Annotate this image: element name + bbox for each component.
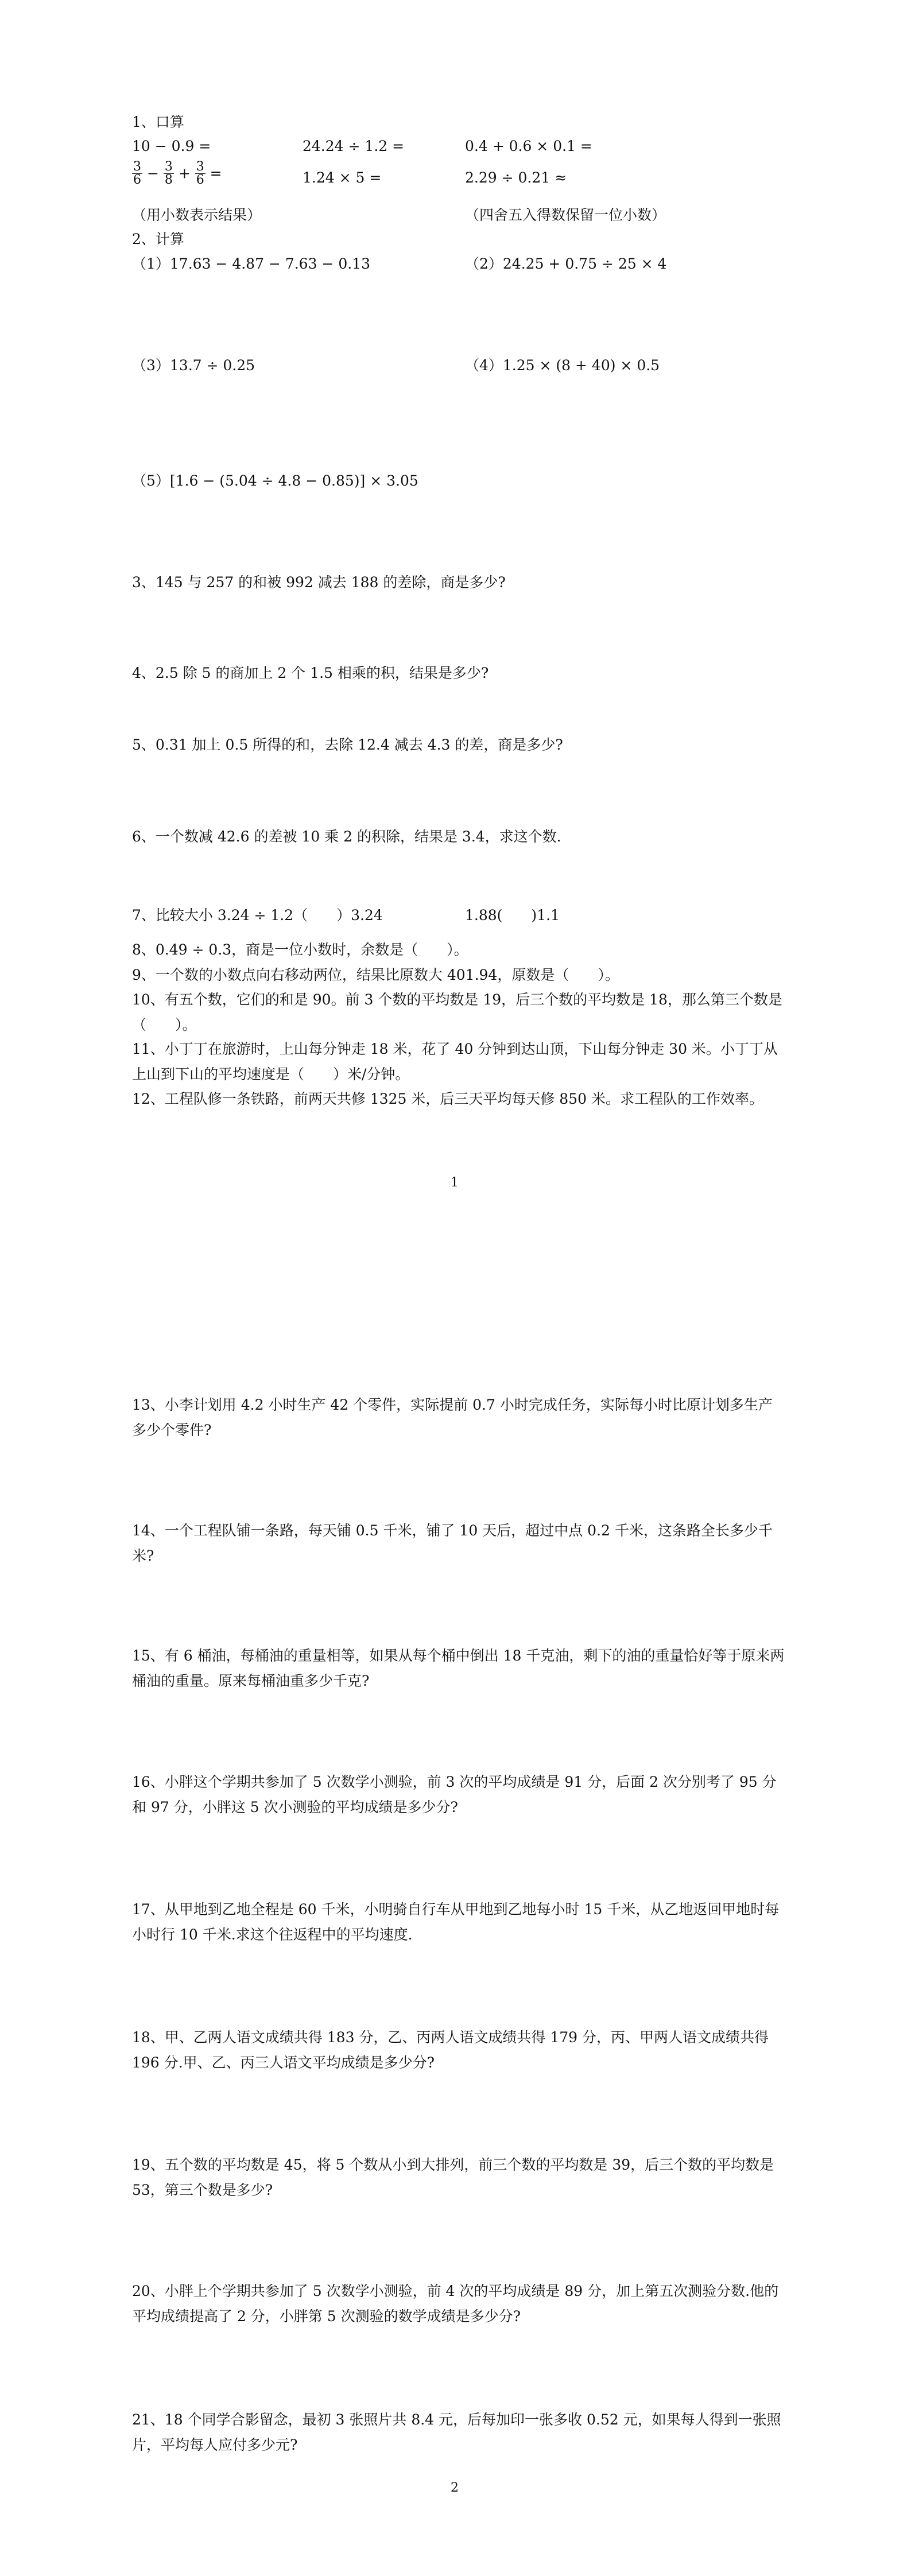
question-3: 3、145 与 257 的和被 992 减去 188 的差除，商是多少?	[132, 574, 506, 591]
question-15: 15、有 6 桶油，每桶油的重量相等，如果从每个桶中倒出 18 千克油，剩下的油的重量恰好等于原来两桶油的重量。原来每桶油重多少千克?	[132, 1647, 785, 1689]
question-11: 11、小丁丁在旅游时，上山每分钟走 18 米，花了 40 分钟到达山顶，下山每分钟走 30 米。小丁丁从上山到下山的平均速度是（ ）米/分钟。	[132, 1041, 778, 1083]
question-14: 14、一个工程队铺一条路，每天铺 0.5 千米，铺了 10 天后，超过中点 0.2 千米，这条路全长多少千米?	[132, 1522, 773, 1564]
q2-item-4: （4）1.25 × (8 + 40) × 0.5	[465, 357, 660, 374]
question-5: 5、0.31 加上 0.5 所得的和，去除 12.4 减去 4.3 的差，商是多少?	[132, 736, 563, 753]
question-18: 18、甲、乙两人语文成绩共得 183 分，乙、丙两人语文成绩共得 179 分，丙、甲两人语文成绩共得 196 分.甲、乙、丙三人语文平均成绩是多少分?	[132, 2029, 769, 2071]
question-16: 16、小胖这个学期共参加了 5 次数学小测验，前 3 次的平均成绩是 91 分，后面 2 次分别考了 95 分和 97 分，小胖这 5 次小测验的平均成绩是多少分?	[132, 1774, 777, 1815]
question-7-part-a: 7、比较大小 3.24 ÷ 1.2（ ）3.24	[132, 907, 383, 924]
question-13: 13、小李计划用 4.2 小时生产 42 个零件，实际提前 0.7 小时完成任务，实际每小时比原计划多生产多少个零件?	[132, 1396, 773, 1438]
page-number: 1	[451, 1176, 459, 1190]
fraction	[195, 161, 206, 187]
q1-item-1: 10 − 0.9 =	[132, 138, 211, 154]
question-12: 12、工程队修一条铁路，前两天共修 1325 米，后三天平均每天修 850 米。求工程队的工作效率。	[132, 1091, 763, 1107]
equals-sign: =	[210, 165, 222, 182]
question-9: 9、一个数的小数点向右移动两位，结果比原数大 401.94，原数是（ ）。	[132, 967, 619, 983]
fraction	[164, 161, 174, 187]
fraction-numerator: 3	[164, 160, 173, 174]
q2-title: 2、计算	[132, 231, 184, 247]
fraction-denominator: 6	[133, 173, 141, 187]
question-7-part-b: 1.88( )1.1	[465, 907, 560, 924]
page-number: 2	[451, 2481, 459, 2495]
fraction-numerator: 3	[133, 160, 141, 174]
question-10: 10、有五个数，它们的和是 90。前 3 个数的平均数是 19，后三个数的平均数是 18，那么第三个数是（ ）。	[132, 991, 782, 1033]
q1-item-6: 2.29 ÷ 0.21 ≈	[465, 169, 567, 186]
question-19: 19、五个数的平均数是 45，将 5 个数从小到大排列，前三个数的平均数是 39，后三个数的平均数是 53，第三个数是多少?	[132, 2156, 774, 2198]
question-21: 21、18 个同学合影留念，最初 3 张照片共 8.4 元，后每加印一张多收 0.52 元，如果每人得到一张照片，平均每人应付多少元?	[132, 2411, 781, 2453]
question-8: 8、0.49 ÷ 0.3，商是一位小数时，余数是（ ）。	[132, 941, 468, 958]
question-17: 17、从甲地到乙地全程是 60 千米，小明骑自行车从甲地到乙地每小时 15 千米，从乙地返回甲地时每小时行 10 千米.求这个往返程中的平均速度.	[132, 1901, 780, 1943]
q2-item-3: （3）13.7 ÷ 0.25	[132, 357, 255, 374]
q1-item-2: 24.24 ÷ 1.2 =	[303, 138, 405, 154]
question-4: 4、2.5 除 5 的商加上 2 个 1.5 相乘的积，结果是多少?	[132, 665, 489, 681]
q1-item-5: 1.24 × 5 =	[303, 169, 382, 186]
fraction-numerator: 3	[196, 160, 204, 174]
fraction-denominator: 6	[196, 173, 204, 187]
operator: +	[178, 165, 191, 182]
q2-item-5: （5）[1.6 − (5.04 ÷ 4.8 − 0.85)] × 3.05	[132, 472, 418, 489]
fraction-denominator: 8	[164, 173, 173, 187]
q2-item-2: （2）24.25 + 0.75 ÷ 25 × 4	[465, 255, 667, 272]
operator: −	[146, 165, 159, 182]
q2-item-1: （1）17.63 − 4.87 − 7.63 − 0.13	[132, 255, 370, 272]
q1-note-rounding: （四舍五入得数保留一位小数）	[465, 207, 666, 223]
question-6: 6、一个数减 42.6 的差被 10 乘 2 的积除，结果是 3.4，求这个数.	[132, 828, 561, 845]
q1-title: 1、口算	[132, 114, 184, 130]
q1-note-decimal: （用小数表示结果）	[132, 207, 262, 223]
q1-item-4	[132, 161, 222, 187]
q1-item-3: 0.4 + 0.6 × 0.1 =	[465, 138, 592, 154]
fraction	[132, 161, 142, 187]
question-20: 20、小胖上个学期共参加了 5 次数学小测验，前 4 次的平均成绩是 89 分，加上第五次测验分数.他的平均成绩提高了 2 分，小胖第 5 次测验的数学成绩是多少分?	[132, 2283, 779, 2325]
